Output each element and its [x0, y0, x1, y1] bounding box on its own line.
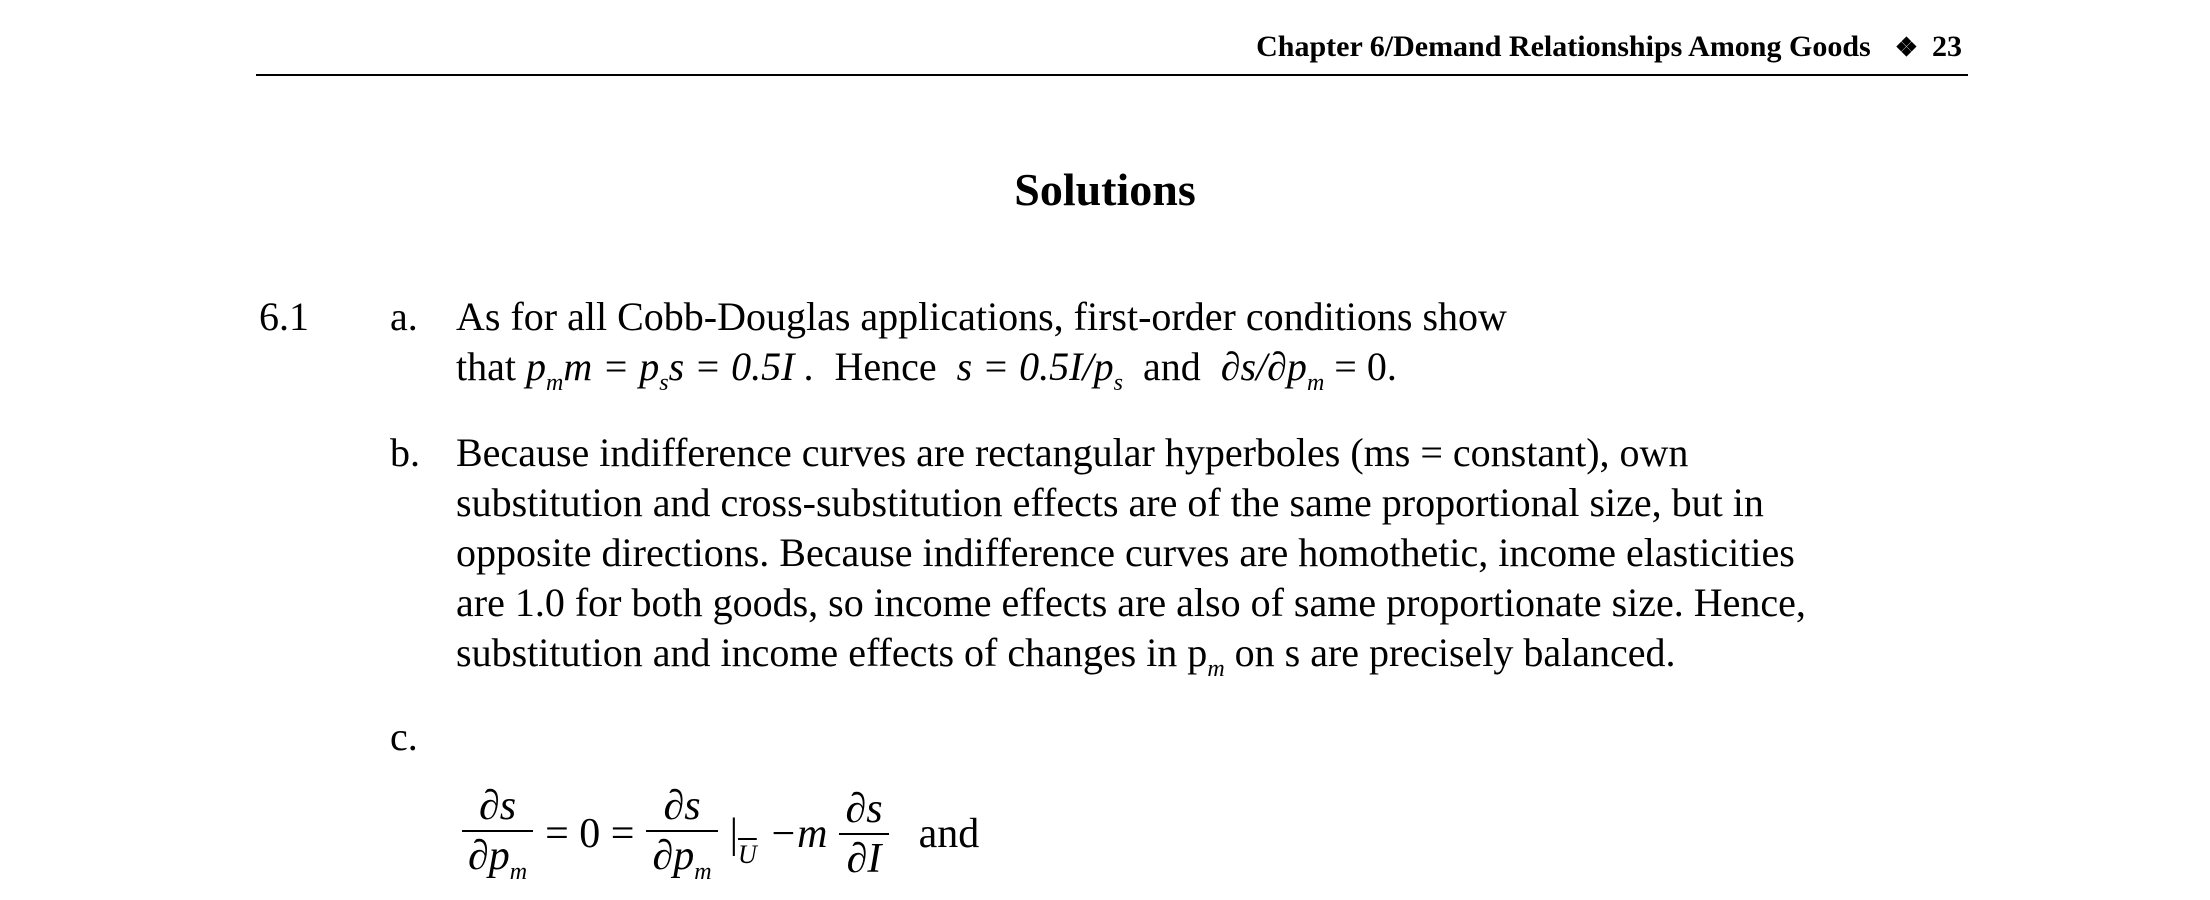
- part-b-line2: substitution and cross-substitution effects are of the same proportional size, but in: [456, 480, 1764, 525]
- part-b-label: b.: [390, 430, 420, 475]
- problem-number: 6.1: [259, 294, 309, 339]
- running-head: [1256, 30, 1962, 64]
- page-header: [256, 30, 1968, 76]
- section-title: Solutions: [1014, 164, 1196, 215]
- part-b-line5: substitution and income effects of changes in $p_m$ on s are precisely balanced.: [456, 630, 1676, 682]
- part-b-line4: are 1.0 for both goods, so income effects are also of same proportionate size. Hence,: [456, 580, 1806, 625]
- page-number: 23: [1932, 30, 1962, 63]
- fraction-ds-dpm-compensated: $\frac{\partial s}{\partial p_m}$: [646, 782, 717, 886]
- part-a-label: a.: [390, 294, 418, 339]
- chapter-title: Chapter 6/Demand Relationships Among Goods: [1256, 30, 1871, 63]
- fraction-ds-dI: $\frac{\partial s}{\partial I}$: [839, 785, 888, 883]
- part-a-line2: that $p_mm = p_ss = 0.5I$ . Hence $s = 0.5I/p_s$ and $\partial s/\partial p_m = 0$.: [456, 344, 1397, 396]
- diamond-separator-icon: ❖: [1894, 33, 1918, 62]
- fraction-ds-dpm: $\frac{\partial s}{\partial p_m}$: [462, 782, 533, 886]
- part-a-line1: As for all Cobb-Douglas applications, first-order conditions show: [456, 294, 1507, 339]
- part-c-label: c.: [390, 714, 418, 759]
- part-b-line3: opposite directions. Because indifference curves are homothetic, income elasticities: [456, 530, 1795, 575]
- part-b-line1: Because indifference curves are rectangular hyperboles (ms = constant), own: [456, 430, 1689, 475]
- part-c-equation: $\frac{\partial s}{\partial p_m}$ = 0 = $\frac{\partial s}{\partial p_m}$ $|_{\overline{U}}$ −m $\frac{\partial s}{\partial I}$ and: [462, 782, 979, 886]
- utility-constant-condition: $|_{\overline{U}}$: [729, 811, 757, 869]
